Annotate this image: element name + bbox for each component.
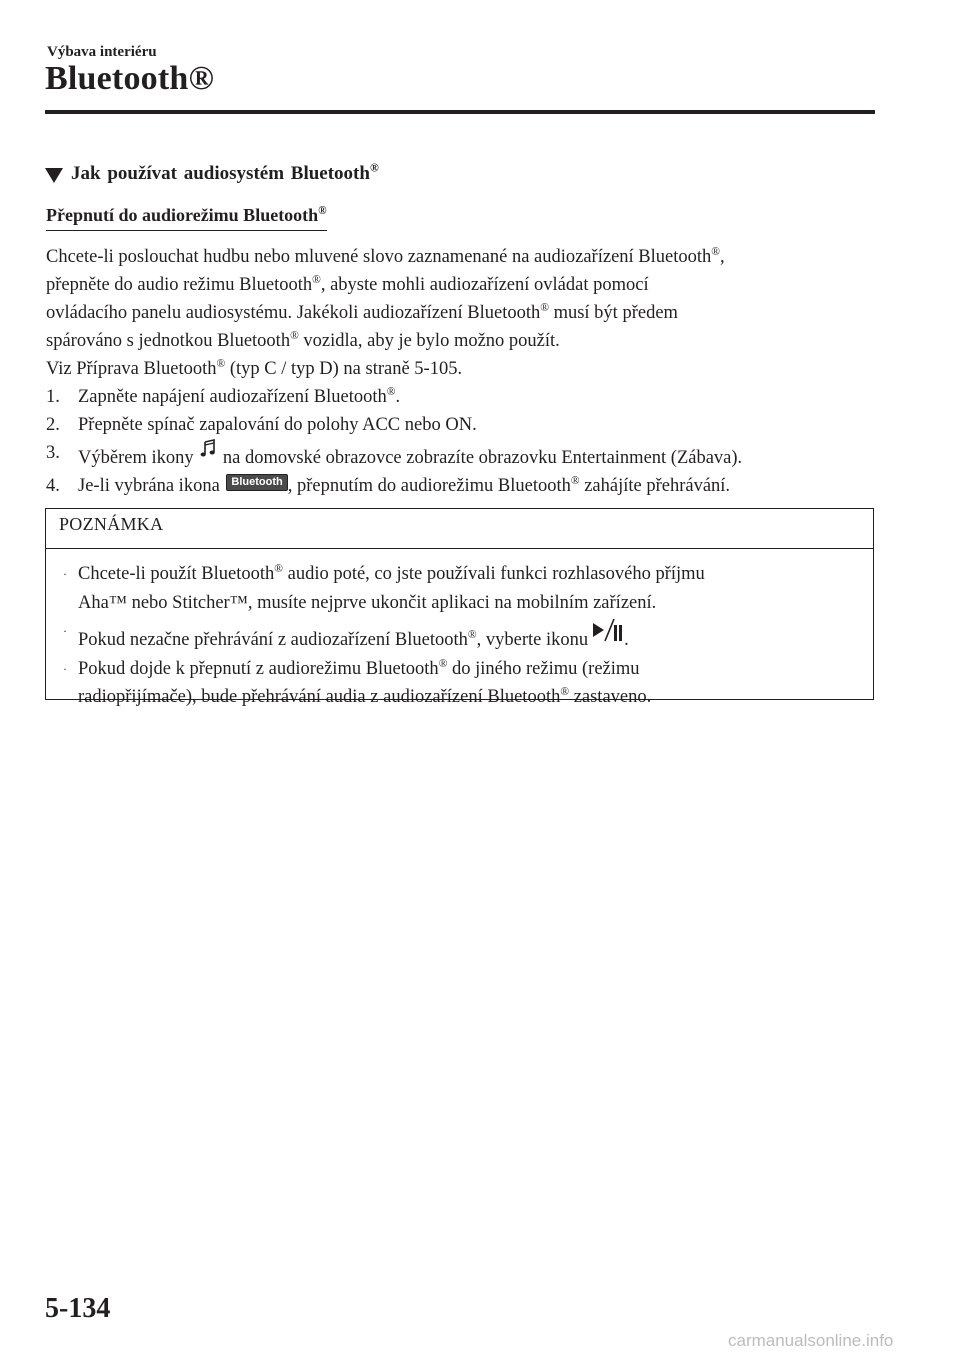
note-bullet: · Chcete-li použít Bluetooth® audio poté, co jste používali funkci rozhlasového příjmu <box>63 562 705 584</box>
watermark: carmanualsonline.info <box>728 1331 894 1350</box>
note-bullet-continuation: Aha™ nebo Stitcher™, musíte nejprve ukončit aplikaci na mobilním zařízení. <box>78 592 657 613</box>
page-number: 5-134 <box>45 1293 111 1324</box>
play-pause-icon <box>590 617 624 643</box>
sub-heading: Přepnutí do audiorežimu Bluetooth® <box>46 205 327 231</box>
step-item: 1. Zapněte napájení audiozařízení Bluetooth®. <box>46 385 401 407</box>
body-text <box>46 243 876 500</box>
intro-line: přepněte do audio režimu Bluetooth®, abyste mohli audiozařízení ovládat pomocí <box>46 273 649 295</box>
music-note-icon <box>200 439 216 459</box>
step-item: 2. Přepněte spínač zapalování do polohy ACC nebo ON. <box>46 415 477 435</box>
step-item: 3. Výběrem ikony na domovské obrazovce zobrazíte obrazovku Entertainment (Zábava). <box>46 439 876 472</box>
step-item: 4. Je-li vybrána ikona Bluetooth , přepnutím do audiorežimu Bluetooth® zahájíte přehrávání. <box>46 474 731 496</box>
intro-line: ovládacího panelu audiosystému. Jakékoli audiozařízení Bluetooth® musí být předem <box>46 301 678 323</box>
section-heading <box>45 163 379 185</box>
note-bullet-continuation: radiopřijímače), bude přehrávání audia z audiozařízení Bluetooth® zastaveno. <box>78 685 652 707</box>
note-title: POZNÁMKA <box>46 509 873 549</box>
note-body <box>46 549 873 712</box>
note-box <box>45 508 874 707</box>
title-rule <box>45 110 875 114</box>
note-bullet: · Pokud dojde k přepnutí z audiorežimu Bluetooth® do jiného režimu (režimu <box>63 657 640 679</box>
intro-line: Chcete-li poslouchat hudbu nebo mluvené slovo zaznamenané na audiozařízení Bluetooth®, <box>46 245 725 267</box>
intro-line: Viz Příprava Bluetooth® (typ C / typ D) na straně 5-105. <box>46 357 463 379</box>
section-label: Výbava interiéru <box>47 44 157 60</box>
section-heading-text: Jak používat audiosystém Bluetooth® <box>71 161 379 184</box>
page-title: Bluetooth® <box>45 60 215 97</box>
bluetooth-badge-icon: Bluetooth <box>226 474 287 491</box>
note-bullet: · Pokud nezačne přehrávání z audiozařízení Bluetooth®, vyberte ikonu . <box>63 617 873 655</box>
triangle-down-icon <box>45 168 63 183</box>
intro-line: spárováno s jednotkou Bluetooth® vozidla, aby je bylo možno použít. <box>46 329 560 351</box>
